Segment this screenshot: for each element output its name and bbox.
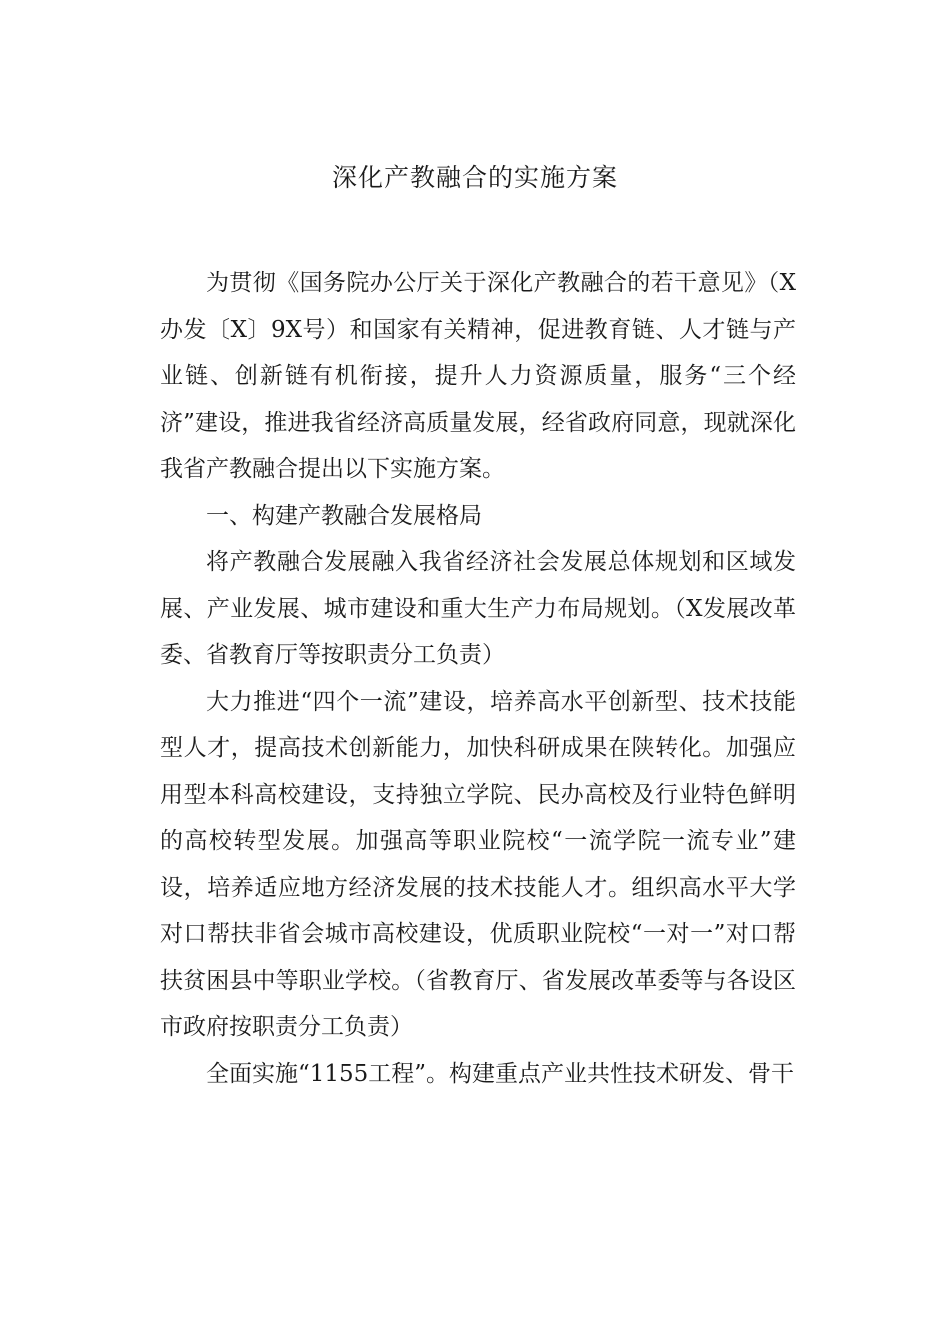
paragraph-intro: 为贯彻《国务院办公厅关于深化产教融合的若干意见》（X办发〔X〕9X号）和国家有关精神，促进教育链、人才链与产业链、创新链有机衔接，提升人力资源质量，服务“三个经济”建设，推进我省经济高质量发展，经省政府同意，现就深化我省产教融合提出以下实施方案。	[160, 270, 796, 482]
section-heading-1: 一、构建产教融合发展格局	[206, 502, 482, 529]
paragraph-planning: 将产教融合发展融入我省经济社会发展总体规划和区域发展、产业发展、城市建设和重大生产力布局规划。（X发展改革委、省教育厅等按职责分工负责）	[160, 549, 796, 668]
paragraph-1155-project: 全面实施“1155工程”。构建重点产业共性技术研发、骨干	[206, 1060, 795, 1087]
paragraph-four-first-class: 大力推进“四个一流”建设，培养高水平创新型、技术技能型人才，提高技术创新能力，加快科研成果在陕转化。加强应用型本科高校建设，支持独立学院、民办高校及行业特色鲜明的高校转型发展。加强高等职业院校“一流学院一流专业”建设，培养适应地方经济发展的技术技能人才。组织高水平大学对口帮扶非省会城市高校建设，优质职业院校“一对一”对口帮扶贫困县中等职业学校。（省教育厅、省发展改革委等与各设区市政府按职责分工负责）	[160, 688, 796, 1040]
document-body	[160, 260, 796, 1097]
document-title: 深化产教融合的实施方案	[331, 163, 618, 192]
